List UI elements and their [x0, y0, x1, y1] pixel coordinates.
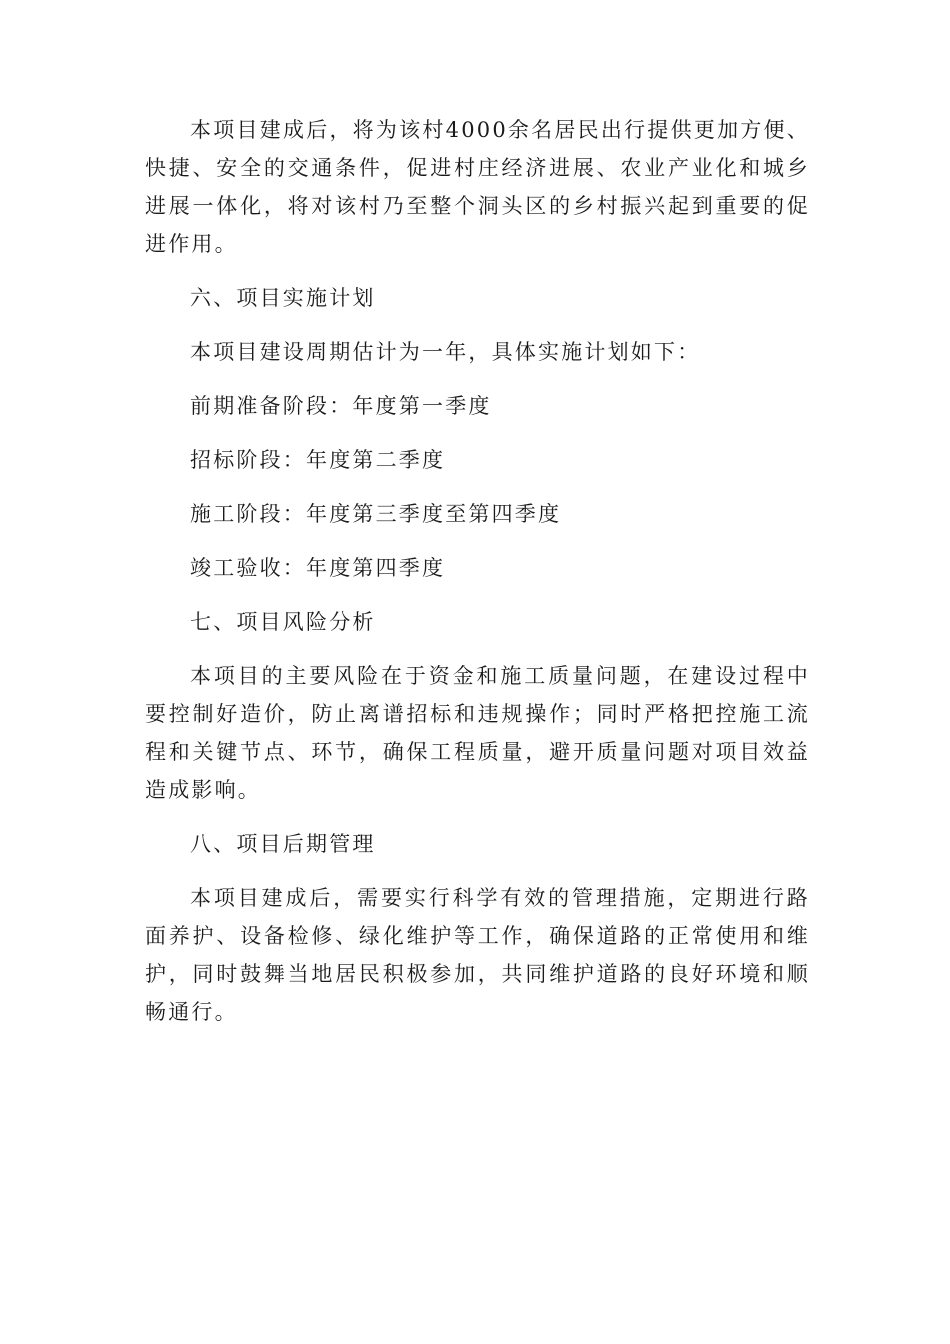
section-6-heading: 六、项目实施计划 [190, 286, 376, 310]
plan-item-acceptance: 竣工验收：年度第四季度 [190, 556, 446, 580]
intro-paragraph: 本项目建成后，将为该村4000余名居民出行提供更加方便、快捷、安全的交通条件，促进村庄经济进展、农业产业化和城乡进展一体化，将对该村乃至整个洞头区的乡村振兴起到重要的促进作用。 [145, 118, 810, 256]
section-6-intro: 本项目建设周期估计为一年，具体实施计划如下： [190, 340, 701, 364]
plan-item-construction: 施工阶段：年度第三季度至第四季度 [190, 502, 562, 526]
plan-item-bidding: 招标阶段：年度第二季度 [190, 448, 446, 472]
plan-item-preparation: 前期准备阶段：年度第一季度 [190, 394, 492, 418]
document-body [145, 111, 810, 1047]
section-8-body: 本项目建成后，需要实行科学有效的管理措施，定期进行路面养护、设备检修、绿化维护等工作，确保道路的正常使用和维护，同时鼓舞当地居民积极参加，共同维护道路的良好环境和顺畅通行。 [145, 886, 810, 1024]
section-7-body: 本项目的主要风险在于资金和施工质量问题，在建设过程中要控制好造价，防止离谱招标和违规操作；同时严格把控施工流程和关键节点、环节，确保工程质量，避开质量问题对项目效益造成影响。 [145, 664, 810, 802]
section-8-heading: 八、项目后期管理 [190, 832, 376, 856]
section-7-heading: 七、项目风险分析 [190, 610, 376, 634]
